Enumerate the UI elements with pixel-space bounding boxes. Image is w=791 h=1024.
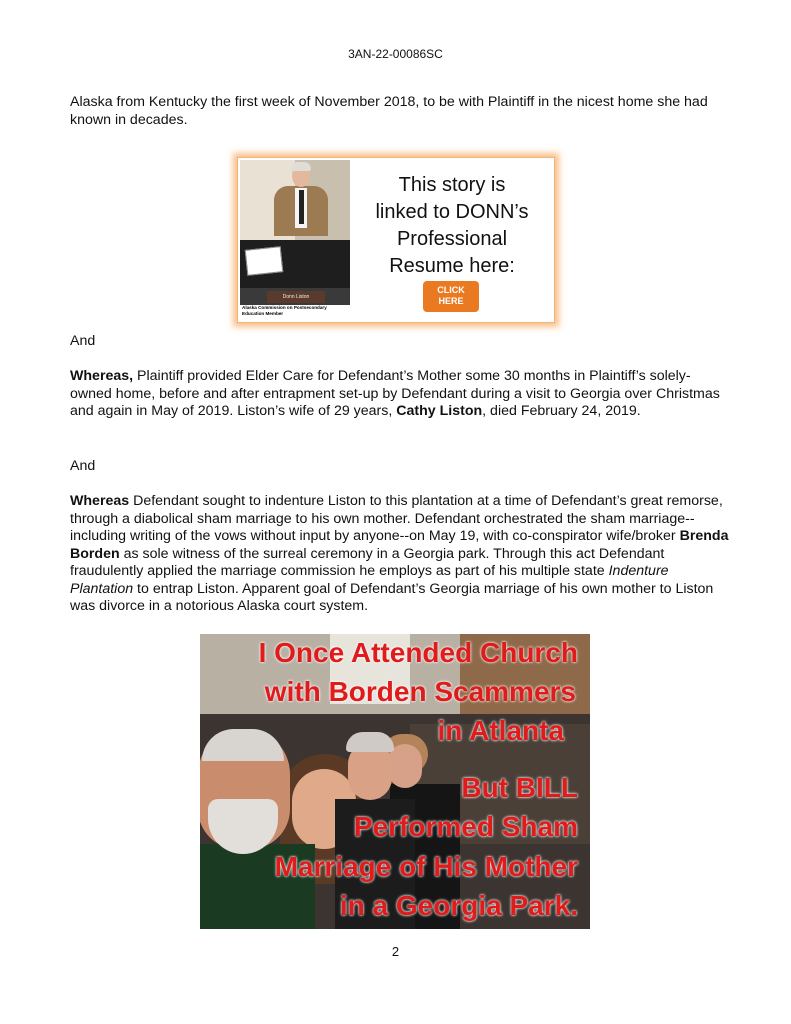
- name-brenda-borden: Brenda Borden: [70, 528, 729, 562]
- click-here-button[interactable]: [423, 281, 479, 312]
- name-cathy-liston: Cathy Liston: [396, 403, 483, 419]
- overlay-line-4: But BILL: [461, 772, 578, 803]
- caption-line-2: Education Member: [242, 311, 284, 316]
- page-number: 2: [391, 944, 400, 959]
- banner-text: [360, 172, 544, 280]
- overlay-line-7: in a Georgia Park.: [339, 890, 578, 921]
- paragraph-intro: Alaska from Kentucky the first week of November 2018, to be with Plaintiff in the nicest home she had known in decades.: [70, 94, 708, 128]
- paragraph-whereas-1: Whereas, Plaintiff provided Elder Care for Defendant’s Mother some 30 months in Plaintiff’s solely-owned home, before and after entrapment set-up by Defendant during a visit to Georgia over Christmas and again in May of 2019. Liston’s wife of 29 years, Cathy Liston, died February 24, 2019.: [70, 368, 720, 419]
- paragraph-whereas-2: Whereas Defendant sought to indenture Liston to this plantation at a time of Defendant’s great remorse, through a diabolical sham marriage to his own mother. Defendant orchestrated the sham marriage--including writing of the vows without input by anyone--on May 19, with co-conspirator wife/broker Brenda Borden as sole witness of the surreal ceremony in a Georgia park. Through this act Defendant fraudulently applied the marriage commission he employs as part of his multiple state Indenture Plantation to entrap Liston. Apparent goal of Defendant’s Georgia marriage of his own mother to Liston was divorce in a notorious Alaska court system.: [70, 493, 729, 614]
- and-line-1: And: [70, 333, 96, 349]
- banner-photo: [240, 160, 350, 320]
- nameplate: Donn Liston: [267, 291, 325, 303]
- button-line-1: CLICK: [437, 285, 465, 295]
- brochure: [245, 246, 284, 276]
- resume-link-banner[interactable]: [237, 157, 555, 323]
- photo-caption: [240, 305, 350, 320]
- banner-text-line-3: Professional: [396, 228, 508, 250]
- button-line-2: HERE: [438, 296, 464, 306]
- photo-overlay-text: [200, 634, 590, 929]
- overlay-line-5: Performed Sham: [353, 811, 578, 842]
- whereas-lead-2: Whereas: [70, 493, 130, 509]
- case-number-header: 3AN-22-00086SC: [348, 47, 443, 61]
- overlay-line-2: with Borden Scammers: [264, 676, 576, 707]
- church-photo: [200, 634, 590, 929]
- overlay-line-1: I Once Attended Church: [258, 637, 578, 668]
- banner-text-line-4: Resume here:: [389, 255, 515, 277]
- indenture-plantation: Indenture Plantation: [70, 563, 669, 597]
- caption-line-1: Alaska Commission on Postsecondary: [242, 305, 327, 310]
- overlay-line-3: in Atlanta: [437, 715, 564, 746]
- banner-text-line-1: This story is: [398, 174, 506, 196]
- whereas-lead-1: Whereas,: [70, 368, 134, 384]
- overlay-line-6: Marriage of His Mother: [274, 851, 578, 882]
- and-line-2: And: [70, 458, 96, 474]
- banner-text-line-2: linked to DONN’s: [375, 201, 529, 223]
